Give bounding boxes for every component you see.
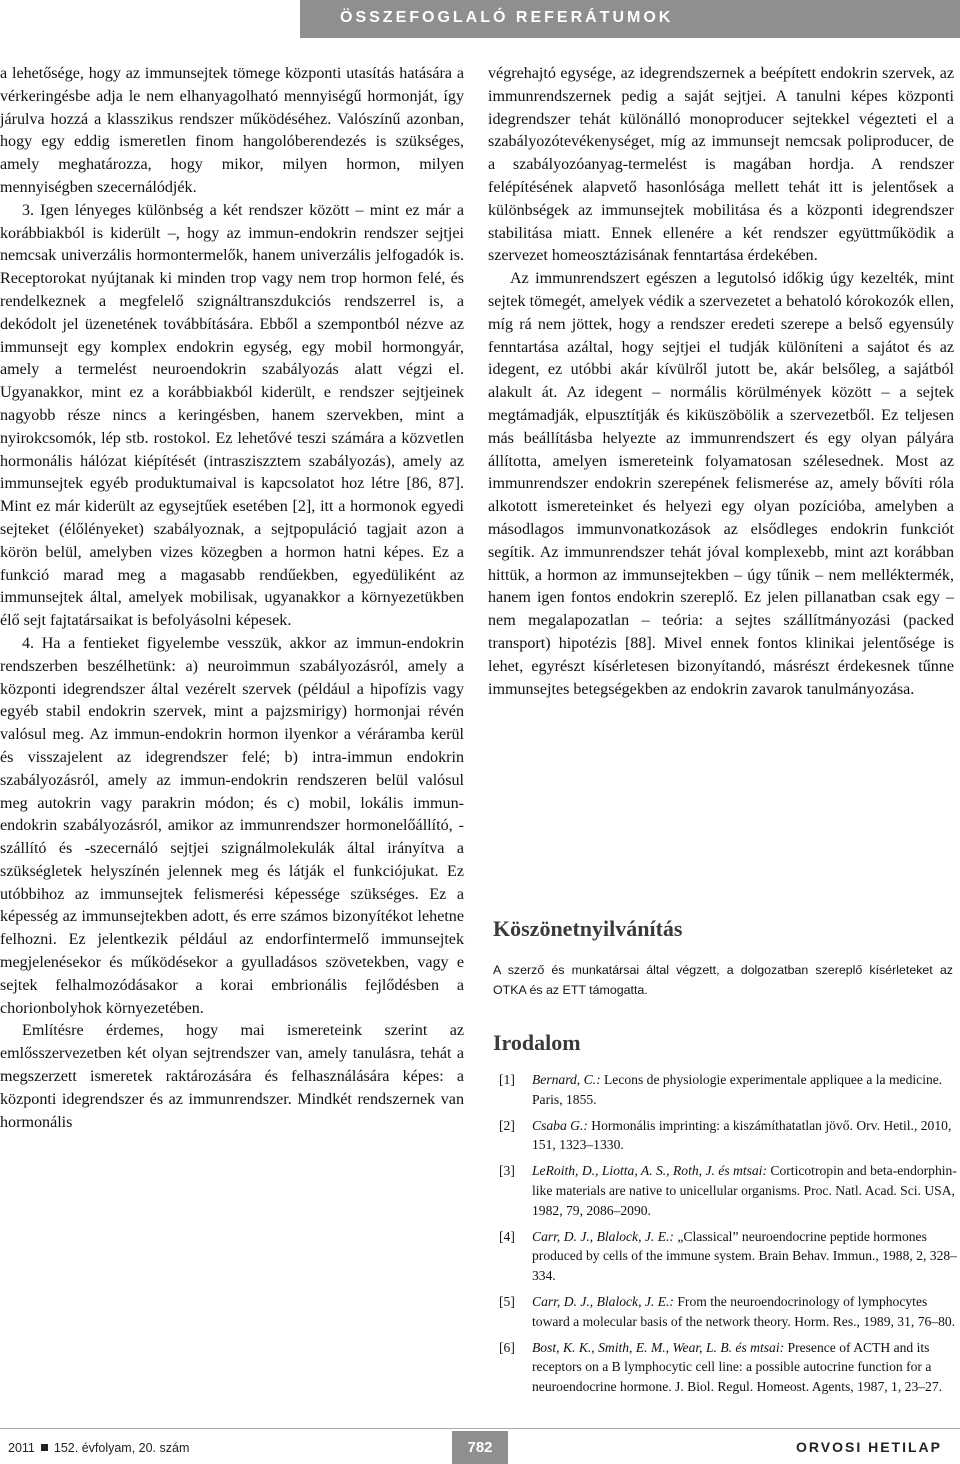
reference-text: Lecons de physiologie experimentale appliquee a la medicine. Paris, 1855.: [532, 1072, 943, 1107]
reference-authors: Carr, D. J., Blalock, J. E.:: [532, 1228, 674, 1244]
journal-name: ORVOSI HETILAP: [796, 1439, 942, 1455]
reference-text: Presence of ACTH and its receptors on a B lymphocytic cell line: a possible autocrine function for a neuroendocrine hormone. J. Biol. Regul. Homeost. Agents, 1987, 1, 23–27.: [532, 1339, 943, 1395]
reference-authors: LeRoith, D., Liotta, A. S., Roth, J. és mtsai:: [532, 1163, 767, 1179]
acknowledgement-heading: Köszönetnyilvánítás: [493, 916, 683, 941]
reference-authors: Bost, K. K., Smith, E. M., Wear, L. B. és mtsai:: [532, 1339, 785, 1355]
reference-number: [5]: [499, 1293, 515, 1309]
paragraph: végrehajtó egysége, az idegrendszernek a beépített endokrin szervek, az immunrendszernek pedig a saját sejtjei. A tanulni képes központi idegrendszer tehát különálló monoproducer sejtekkel végezteti el a szabályozótevékenységet, míg az immunsejt nemcsak poliproducer, de a szabályozóanyag-termelést is magában hordja. A rendszer felépítésének alapvető hasonlósága mellett tehát itt is jelentősek a különbségek az immunsejtek mobilitása és a központi idegrendszer stabilitása miatt. Ennek ellenére a két rendszer együttműködik a szervezet homeosztázisának fenntartása érdekében.: [488, 65, 954, 265]
reference-text: Hormonális imprinting: a kiszámíthatatlan jövő. Orv. Hetil., 2010, 151, 1323–1330.: [532, 1117, 952, 1153]
reference-item: [497, 1292, 957, 1332]
footer-divider: [0, 1428, 960, 1429]
paragraph: a lehetősége, hogy az immunsejtek tömege központi utasítás hatására a vérkeringésbe adja le nem elhanyagolható mennyiségű hormonját, így járulva hozzá a klasszikus rendszer működéséhez. Valószínű azonban, hogy egy eddig ismeretlen finom hangolóberendezés is szükséges, amely meghatározza, hogy mikor, milyen hormon, milyen mennyiségben szecernálódjék.: [0, 65, 464, 196]
reference-text: From the neuroendocrinology of lymphocytes toward a molecular basis of the network theory. Horm. Res., 1989, 31, 76–80.: [532, 1293, 956, 1329]
reference-authors: Csaba G.:: [532, 1117, 588, 1133]
reference-item: [497, 1338, 957, 1397]
reference-text: Corticotropin and beta-endorphin-like materials are native to unicellular organisms. Proc. Natl. Acad. Sci. USA, 1982, 79, 2086–2090.: [532, 1163, 957, 1218]
right-column: [488, 63, 954, 701]
reference-number: [4]: [499, 1228, 515, 1244]
footer-year: 2011: [8, 1441, 35, 1455]
reference-number: [2]: [499, 1117, 515, 1133]
reference-number: [6]: [499, 1339, 515, 1355]
reference-item: [497, 1161, 957, 1220]
acknowledgement-text: A szerző és munkatársai által végzett, a dolgozatban szereplő kísérleteket az OTKA és az ETT támogatta.: [493, 963, 953, 997]
references-heading: Irodalom: [493, 1030, 581, 1055]
reference-number: [1]: [499, 1072, 515, 1087]
footer-volume: 152. évfolyam, 20. szám: [53, 1441, 190, 1455]
section-title: ÖSSZEFOGLALÓ REFERÁTUMOK: [340, 9, 674, 26]
page-number: 782: [467, 1439, 493, 1456]
reference-item: [497, 1227, 957, 1286]
reference-authors: Bernard, C.:: [532, 1072, 601, 1087]
reference-text: „Classical” neuroendocrine peptide hormones produced by cells of the immune system. Brain Behav. Immun., 1988, 2, 328–334.: [532, 1228, 957, 1284]
reference-number: [3]: [499, 1163, 515, 1179]
reference-authors: Carr, D. J., Blalock, J. E.:: [532, 1293, 674, 1309]
paragraph: 3. Igen lényeges különbség a két rendszer között – mint ez már a korábbiakból is kiderült –, hogy az immun-endokrin rendszer sejtjei nemcsak univerzális hormontermelők, hanem univerzális jelfogadók is. Receptorokat nyújtanak ki minden trop vagy nem trop hormon felé, és rendelkeznek a megfelelő szignáltranszdukciós rendszerrel is, a dekódolt jel üzenetének továbbítására. Ebből a szempontból nézve az immunsejt egy komplex endokrin egység, egy mobil hormongyár, amely a termelést neuroendokrin szabályozás alatt végzi el. Ugyanakkor, mint ez a korábbiakból kiderült, e rendszer sejtjeinek nagyobb része nincs a keringésben, hanem szervekben, mint a nyirokcsomók, lép stb. rostokol. Ez lehetővé teszi számára a közvetlen hormonális hálózat kiépítését (intrasziszztem szabályozás), amely az immunsejtek egyéb produktumaival is kapcsolatot hoz létre [86, 87]. Mint ez már kiderült az egysejtűek esetében [2], itt a hormonok egyedi sejteket (élőlényeket) szabályoznak, a sejtpopuláció tagjait azon a körön belül, amelyben vizes közegben a hormon hatni képes. Ez a funkció marad meg a magasabb rendűekben, egyedüliként az immunsejtek által, amelyek mobilisak, ugyanakkor a környezetükben élő sejt fajtatársaikat is befolyásolni képesek.: [0, 201, 464, 630]
paragraph: Az immunrendszert egészen a legutolsó időkig úgy kezelték, mint sejtek tömegét, amelyek védik a szervezetet a behatoló kórokozók ellen, míg rá nem jöttek, hogy a rendszer eredeti szerepe a belső egyensúly fenntartása azáltal, hogy sejtjei el tudják különíteni a sajátot és az idegent, ez utóbbi akár kívülről jutott be, akár belsőleg, a sajátból alakult át. Az idegent – normális körülmények között – a sejtek megtámadják, elpusztítják és kiküszöbölik a szervezetből. Ez teljesen más beállításba helyezte az immunrendszert és egy olyan pályára állította, amelyen ismereteink folyamatosan szélesednek. Most az immunrendszer endokrin szerepének felismerése az, amely bővíti róla alkotott ismereteinket és helyezi egy olyan pozícióba, amelyben a másodlagos immunvonatkozások az elsődleges endokrin funkciót segítik. Az immunrendszer tehát jóval komplexebb, mint azt korábban hittük, a hormon az immunsejtekben – úgy tűnik – nem melléktermék, hanem igen fontos endokrin szereplő. Ez jelen pillanatban csak egy – nem megalapozatlan – teória: a sejtes szállítmányozási (packed transport) hipotézis [88]. Mivel ennek fontos klinikai jelentősége is lehet, egyrészt kísérletesen bizonyítandó, másrészt érdekesnek tűnne immunsejtes betegségekben az endokrin zavarok tanulmányozása.: [488, 270, 954, 698]
paragraph: Említésre érdemes, hogy mai ismereteink szerint az emlősszervezetben két olyan sejtrendszer van, amely tanulásra, tehát a megszerzett ismeretek raktározására és felhasználására képes: a központi idegrendszer és az immunrendszer. Mindkét rendszernek van hormonális: [0, 1022, 464, 1131]
reference-item: [497, 1070, 957, 1110]
reference-item: [497, 1116, 957, 1156]
footer-issue: [8, 1441, 189, 1455]
left-column: [0, 63, 464, 1134]
paragraph: 4. Ha a fentieket figyelembe vesszük, akkor az immun-endokrin rendszerben beszélhetünk: a) neuroimmun szabályozásról, amely a központi idegrendszer által vezérelt szervek (például a hipofízis vagy egyéb stabil endokrin szervek, mint a pajzsmirigy) hormonjai révén valósul meg. Az immun-endokrin hormon ilyenkor a véráramba kerül és visszajelent az idegrendszer felé; b) intra-immun endokrin szabályozásról, amely az immun-endokrin rendszeren belül valósul meg autokrin vagy parakrin módon; és c) mobil, lokális immun-endokrin szabályozásról, amikor az immunrendszer hormonelőállító, -szállító és -szecernáló sejtjei szignálmolekulák által irányítva a szükségletek helyszínén jelennek meg és látják el funkciójukat. Ez utóbbihoz az immunsejtek felismerési képessége szükséges. Ez a képesség az immunsejtekben adott, és erre számos bizonyítékot lehetne felhozni. Ez jelentkezik például az endorfintermelő immunsejtek megjelenésekor és működésekor a gyulladásos szövetekben, vagy e sejtek felhalmozódásakor a korai embrionális fejlődésben a chorionbolyhok környezetében.: [0, 634, 464, 1017]
reference-list: [497, 1070, 957, 1403]
square-bullet-icon: [41, 1444, 48, 1451]
